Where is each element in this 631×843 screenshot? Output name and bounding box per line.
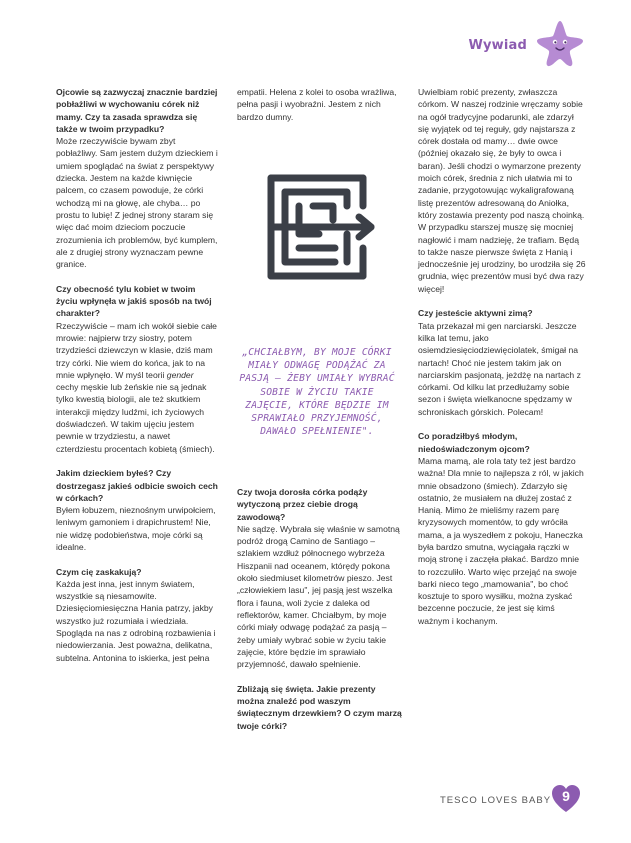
maze-icon — [265, 172, 380, 284]
paragraph: Czy obecność tylu kobiet w twoim życiu wpłynęła w jakiś sposób na twój charakter? Rzeczywiście – mam ich wokół siebie całe mrowie: najpierw trzy siostry, potem trzydzieści dziewczyn w klasie, dziś mam trzy córki. Nie wiem do końca, jak to na mnie wpłynęło. W myśl teorii gender cechy męskie lub żeńskie nie są jednak tylko kwestią biologii, ale też skutkiem interakcji między ludźmi, ich życiowych doświadczeń. W takim ujęciu jestem pewnie w trzydziestu, a nawet czterdziestu procentach kobietą (śmiech). — [56, 283, 217, 454]
pull-quote: „CHCIAŁBYM, BY MOJE CÓRKI MIAŁY ODWAGĘ PODĄŻAĆ ZA PASJĄ – ŻEBY UMIAŁY WYBRAĆ SOBIE W ŻYCIU TAKIE ZAJĘCIE, KTÓRE BĘDZIE IM SPRAWIAŁO PRZYJEMNOŚĆ, DAWAŁO SPEŁNIENIE". — [239, 347, 395, 438]
paragraph: W przypadku starszej muszę się mocniej nagłowić i mam nadzieję, że trafiam. Będą to także nasze pierwsze święta z Hanią i jednocześnie jej urodziny, bo urodziła się 26 grudnia, więc prezentów musi być dwa razy więcej! — [418, 222, 586, 294]
paragraph: empatii. Helena z kolei to osoba wrażliwa, pełna pasji i wyobraźni. Jestem z nich bardzo dumny. — [237, 87, 397, 122]
paragraph: Jakim dzieckiem byłeś? Czy dostrzegasz jakieś odbicie swoich cech w córkach? Byłem łobuzem, nieznośnym urwipołciem, leniwym gamoniem i drapichrustem! Nie, nie widzę podobieństwa, moje córki są idealne. — [56, 468, 218, 552]
article-column-2-bottom — [237, 486, 402, 744]
star-mascot-icon — [534, 18, 586, 68]
section-title: Wywiad — [468, 38, 527, 53]
paragraph: Ojcowie są zazwyczaj znacznie bardziej pobłażliwi w wychowaniu córek niż mamy. Czy ta zasada sprawdza się także w twoim przypadku? Może rzeczywiście bywam zbyt pobłażliwy. Sam jestem dużym dzieckiem i umiem spoglądać na świat z perspektywy dziecka. Jestem na każde kiwnięcie palcem, co czasem powoduje, że córki wchodzą mi na głowę, ale chyba… po prostu to lubię! Z jednej strony staram się więc dać moim dzieciom poczucie zrozumienia ich problemów, być kumplem, ale z drugiej strony wyznaczam pewne granice. — [56, 87, 218, 270]
article-column-2-top — [237, 86, 402, 123]
paragraph: Zbliżają się święta. Jakie prezenty można znaleźć pod waszym świątecznym drzewkiem? O czym marzą twoje córki? — [237, 683, 402, 731]
paragraph: Uwielbiam robić prezenty, zwłaszcza córkom. W naszej rodzinie wręczamy sobie na ogół tradycyjne podarunki, ale zdarzył się wyjątek od tej reguły, gdy najstarsza z córek dostała od mamy… dwie owce (później okazało się, że były to owca i baran). Jeśli chodzi o wymarzone prezenty moich córek, średnia z nich ułatwia mi to zadanie, przygotowując wykaligrafowaną listę prezentów adresowaną do Aniołka, który zostawia prezenty pod naszą choinką. — [418, 87, 585, 220]
page-number: 9 — [562, 788, 570, 804]
article-column-3 — [418, 86, 586, 639]
paragraph: Czy twoja dorosła córka podąży wytyczoną przez ciebie drogą zawodową? Nie sądzę. Wybrała się właśnie w samotną podróż drogą Camino de Santiago – szlakiem wzdłuż północnego wybrzeża Hiszpanii nad oceanem, którędy pokona około siedmiuset kilometrów pieszo. Jest „człowiekiem lasu", jej pasją jest wszelka flora i fauna, woli życie z daleka od reflektorów, kamer. Chciałbym, by moje córki miały odwagę podążać za pasją – żeby umiały wybrać sobie w życiu takie zajęcie, które będzie im sprawiało przyjemność, dawało spełnienie. — [237, 487, 400, 670]
footer-brand: TESCO LOVES BABY — [440, 795, 552, 806]
paragraph: Czy jesteście aktywni zimą? Tata przekazał mi gen narciarski. Jeszcze kilka lat temu, jako osiemdziesięciodziewięciolatek, śmigał na nartach! Choć nie jestem takim jak on narciarskim pasjonatą, jeżdżę na nartach z córkami. Od kilku lat przedłużamy sobie sezon i święta wielkanocne spędzamy w schroniskach górskich. Polecam! — [418, 308, 581, 417]
article-column-1 — [56, 86, 218, 676]
paragraph: Czym cię zaskakują? Każda jest inna, jest innym światem, wszystkie są niesamowite. Dziesięciomiesięczna Hania patrzy, jakby wszystko już rozumiała i wiedziała. Spogląda na nas z odrobiną rozbawienia i niedowierzania. Jest poważna, delikatna, subtelna. Antonina to iskierka, jest pełna — [56, 566, 216, 663]
paragraph: Co poradziłbyś młodym, niedoświadczonym ojcom? Mama mamą, ale rola taty też jest bardzo ważna! Dla mnie to najlepsza z ról, w jakich mnie obsadzono (śmiech). Zdarzyło się ostatnio, że musiałem na dłużej zostać z Hanią. Mimo że mieliśmy razem parę kryzysowych momentów, to gdy wróciła mama, a ja wyszedłem z pokoju, Haneczka była bardzo smutna, wyciągała rączki w moją stronę i zaczęła płakać. Bardzo mnie to rozczuliło. Warto więc przejąć na swoje barki nieco tego „mamowania", bo choć kosztuje to sporo wysiłku, można zyskać bezcenne poczucie, że jest się kimś ważnym i kochanym. — [418, 431, 584, 626]
